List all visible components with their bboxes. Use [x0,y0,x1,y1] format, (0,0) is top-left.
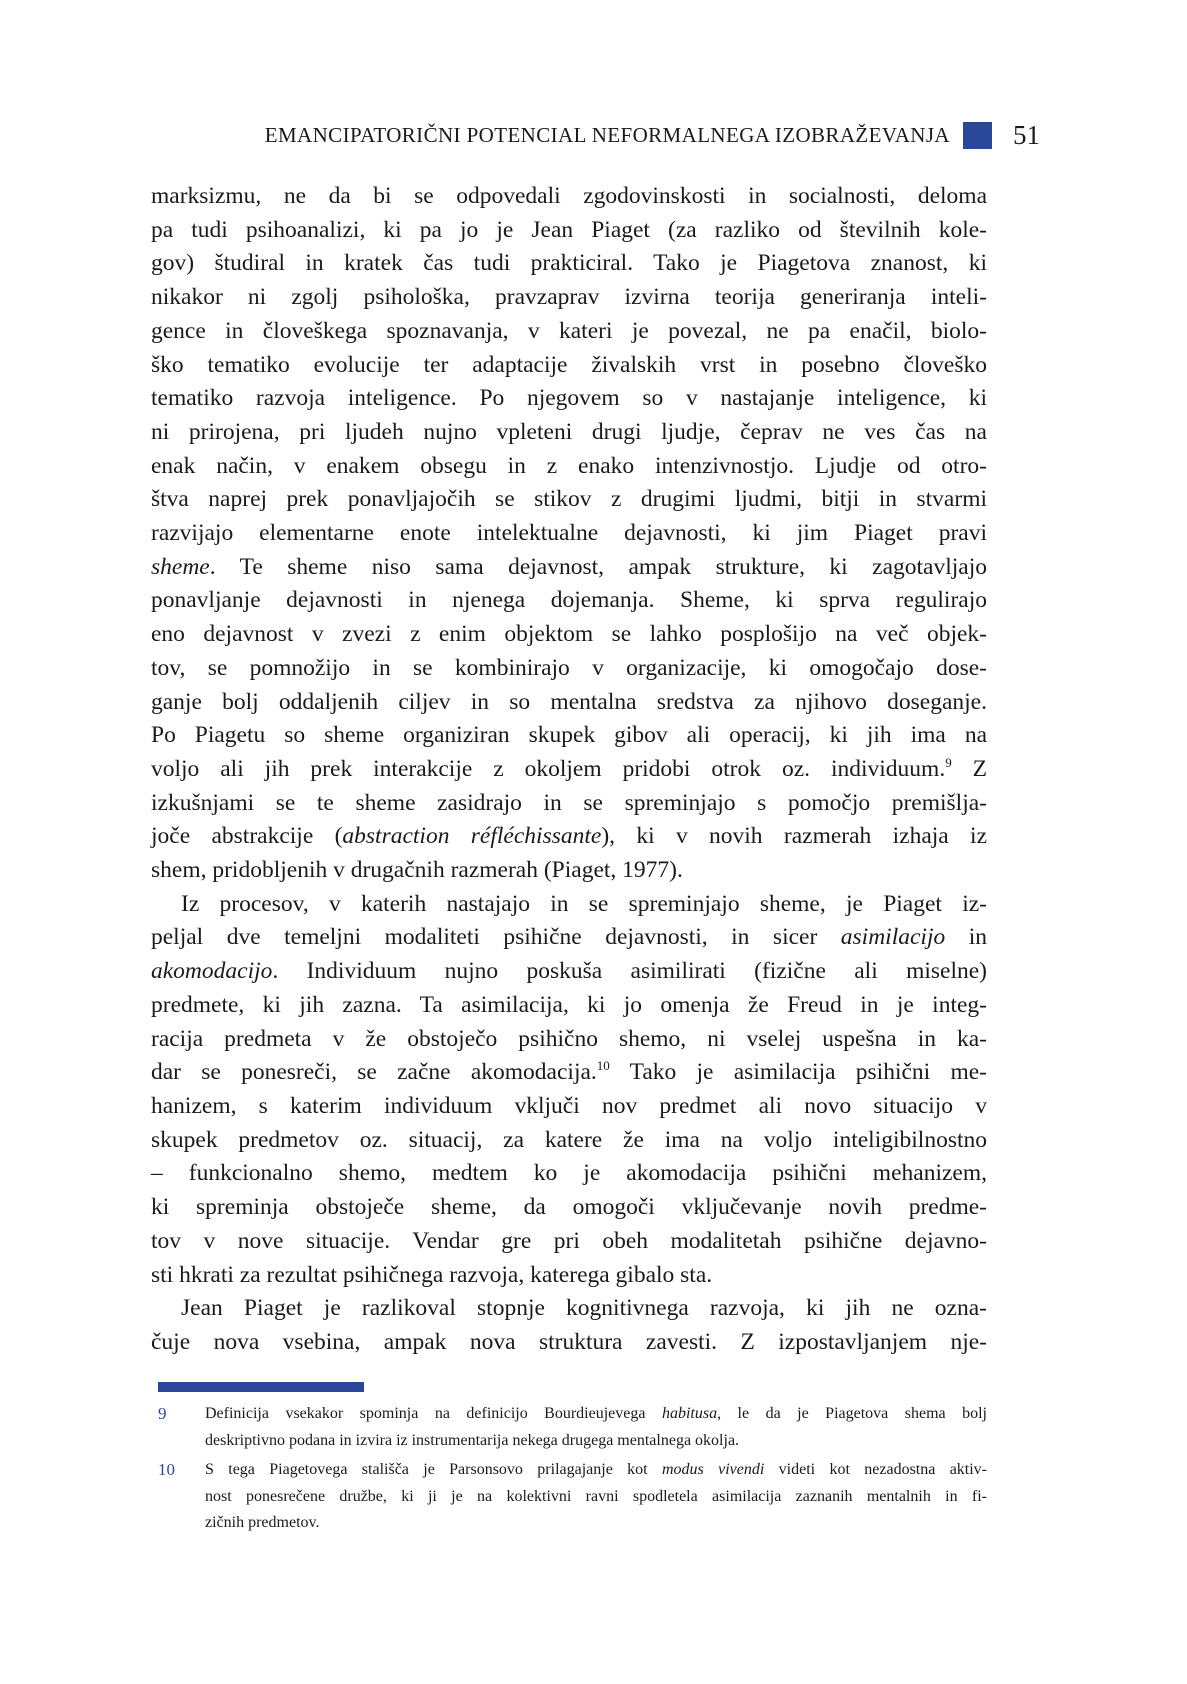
text-run: Tako je asimilacija psihični me- [609,1059,987,1086]
text-run: gence in človeškega spoznavanja, v kateri je povezal, ne pa enačil, biolo- [151,317,987,344]
text-run: deskriptivno podana in izvira iz instrumentarija nekega drugega mentalnega okolja. [205,1431,740,1449]
footnote [158,1457,987,1537]
italic-run: abstraction réfléchissante [342,823,602,850]
footnote-number: 10 [158,1460,175,1479]
page-number: 51 [1013,119,1040,150]
text-line [151,1326,987,1360]
text-line [151,1292,987,1326]
text-run: Jean Piaget je razlikoval stopnje kognitivnega razvoja, ki jih ne ozna- [181,1295,987,1322]
text-line [151,854,987,888]
text-line [151,1124,987,1158]
text-line [151,787,987,821]
text-line [151,517,987,551]
text-run: . Individuum nujno poskuša asimilirati (fizične ali miselne) [272,958,987,985]
text-line [205,1510,987,1537]
text-line [151,349,987,383]
footnote-separator-rule [158,1382,364,1392]
text-run: S tega Piagetovega stališča je Parsonsovo prilagajanje kot [205,1461,662,1478]
text-line [151,921,987,955]
text-line [151,551,987,585]
running-header-title: EMANCIPATORIČNI POTENCIAL NEFORMALNEGA IZOBRAŽEVANJA [264,122,950,147]
text-run: ponavljanje dejavnosti in njenega dojemanja. Sheme, ki sprva regulirajo [151,587,987,614]
text-line [151,1225,987,1259]
text-line [151,450,987,484]
text-line [205,1484,987,1511]
text-run: – funkcionalno shemo, medtem ko je akomodacija psihični mehanizem, [151,1160,987,1187]
footnote-reference: 9 [945,754,952,770]
body-text [151,180,987,1360]
footnote-text [205,1401,987,1454]
text-run: joče abstrakcije ( [151,823,343,850]
header-accent-square [963,122,992,149]
text-run: peljal dve temeljni modaliteti psihične dejavnosti, in sicer [151,924,841,951]
text-run: tov v nove situacije. Vendar gre pri obeh modalitetah psihične dejavno- [151,1227,987,1254]
text-run: nost ponesrečene družbe, ki ji je na kolektivni ravni spodletela asimilacija zaznanih mentalnih in fi- [205,1487,987,1505]
paragraph [151,888,987,1292]
text-run: skupek predmetov oz. situacij, za katere že ima na voljo inteligibilnostno [151,1126,987,1153]
text-run: gov) študiral in kratek čas tudi prakticiral. Tako je Piagetova znanost, ki [151,250,987,277]
text-run: Po Piagetu so sheme organiziran skupek gibov ali operacij, ki jih ima na [151,722,987,749]
text-line [151,315,987,349]
text-line [151,652,987,686]
text-run: videti kot nezadostna aktiv- [764,1461,988,1478]
text-line [151,989,987,1023]
text-run: Z [951,755,988,782]
text-line [151,820,987,854]
text-run: hanizem, s katerim individuum vključi nov predmet ali novo situacijo v [151,1092,987,1119]
text-run: eno dejavnost v zvezi z enim objektom se lahko posplošijo na več objek- [151,621,987,648]
text-run: tov, se pomnožijo in se kombinirajo v organizacije, ki omogočajo dose- [151,654,987,681]
text-line [151,281,987,315]
running-header [151,119,1040,151]
text-run: pa tudi psihoanalizi, ki pa jo je Jean Piaget (za razliko od številnih kole- [151,216,987,243]
italic-run: akomodacijo [151,958,273,985]
text-line [151,686,987,720]
text-line [151,382,987,416]
text-run: racija predmeta v že obstoječo psihično shemo, ni vselej uspešna in ka- [151,1025,987,1052]
footnote [158,1401,987,1454]
paragraph [151,180,987,888]
text-run: enak način, v enakem obsegu in z enako intenzivnostjo. Ljudje od otro- [151,452,987,479]
text-line [151,888,987,922]
text-run: tematiko razvoja inteligence. Po njegovem so v nastajanje inteligence, ki [151,385,987,412]
footnotes [158,1401,987,1540]
text-line [151,180,987,214]
text-run: čuje nova vsebina, ampak nova struktura zavesti. Z izpostavljanjem nje- [151,1328,987,1355]
text-run: . Te sheme niso sama dejavnost, ampak strukture, ki zagotavljajo [209,553,987,580]
text-run: , le da je Piagetova shema bolj [717,1405,987,1422]
text-line [205,1428,987,1455]
text-run: ni prirojena, pri ljudeh nujno vpleteni drugi ljudje, čeprav ne ves čas na [151,418,987,445]
text-line [151,618,987,652]
italic-run: asimilacijo [840,924,946,951]
text-run: ško tematiko evolucije ter adaptacije živalskih vrst in posebno človeško [151,351,987,378]
text-line [205,1457,987,1484]
footnote-number: 9 [158,1404,167,1423]
footnote-text [205,1457,987,1537]
text-run: Iz procesov, v katerih nastajajo in se spreminjajo sheme, je Piaget iz- [181,890,987,917]
text-run: izkušnjami se te sheme zasidrajo in se spreminjajo s pomočjo premišlja- [151,789,987,816]
text-run: ganje bolj oddaljenih ciljev in so mentalna sredstva za njihovo doseganje. [151,688,987,715]
text-run: in [945,924,988,951]
italic-run: modus vivendi [661,1461,765,1478]
text-run: razvijajo elementarne enote intelektualne dejavnosti, ki jim Piaget pravi [151,520,987,547]
text-line [151,1191,987,1225]
text-line [205,1401,987,1428]
text-run: ki spreminja obstoječe sheme, da omogoči vključevanje novih predme- [151,1194,987,1221]
text-run: štva naprej prek ponavljajočih se stikov z drugimi ljudmi, bitji in stvarmi [151,486,987,513]
text-line [151,1056,987,1090]
text-run: nikakor ni zgolj psihološka, pravzaprav izvirna teorija generiranja inteli- [151,284,987,311]
text-line [151,247,987,281]
text-run: voljo ali jih prek interakcije z okoljem pridobi otrok oz. individuum. [151,755,946,782]
text-run: shem, pridobljenih v drugačnih razmerah (Piaget, 1977). [151,857,683,884]
text-line [151,1157,987,1191]
text-run: marksizmu, ne da bi se odpovedali zgodovinskosti in socialnosti, deloma [151,183,987,209]
text-run: Definicija vsekakor spominja na definicijo Bourdieujevega [205,1405,662,1422]
text-run: zičnih predmetov. [205,1514,320,1531]
text-line [151,416,987,450]
text-line [151,1259,987,1293]
text-line [151,955,987,989]
text-run: sti hkrati za rezultat psihičnega razvoja, katerega gibalo sta. [151,1261,713,1288]
text-run: dar se ponesreči, se začne akomodacija. [151,1059,597,1086]
text-line [151,719,987,753]
text-line [151,1023,987,1057]
text-line [151,1090,987,1124]
italic-run: sheme [151,553,210,580]
text-line [151,214,987,248]
footnote-reference: 10 [596,1058,610,1074]
text-line [151,483,987,517]
paragraph [151,1292,987,1359]
text-line [151,753,987,787]
text-run: predmete, ki jih zazna. Ta asimilacija, ki jo omenja že Freud in je integ- [151,991,987,1018]
text-line [151,584,987,618]
text-run: ), ki v novih razmerah izhaja iz [601,823,987,850]
italic-run: habitusa [661,1405,718,1422]
